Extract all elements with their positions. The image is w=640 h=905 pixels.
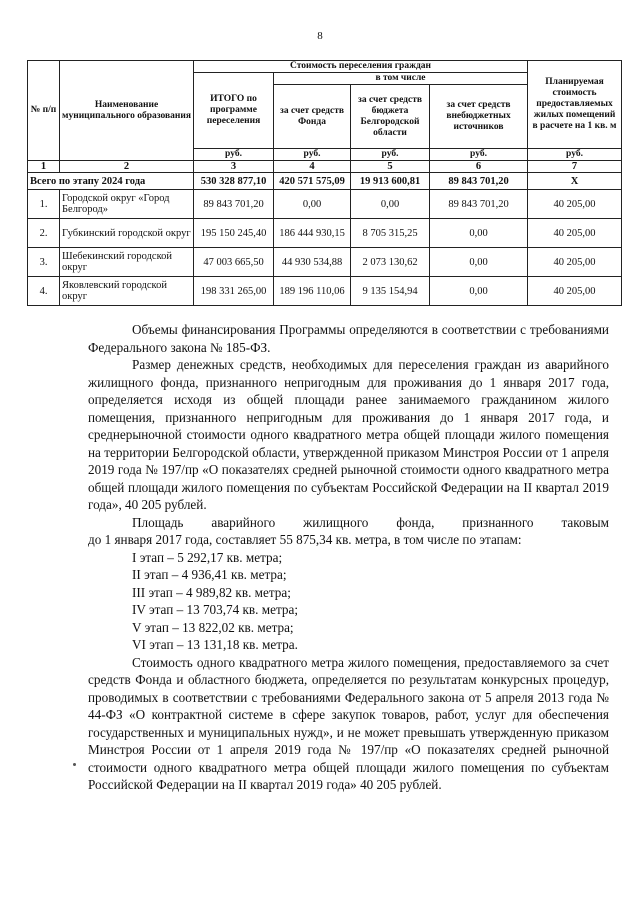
- row-fund: 189 196 110,06: [274, 277, 351, 306]
- header-num: № п/п: [28, 61, 60, 161]
- total-row-total: 530 328 877,10: [194, 173, 274, 190]
- stage-item: III этап – 4 989,82 кв. метра;: [132, 584, 291, 600]
- total-row: [28, 173, 622, 190]
- row-extra: 0,00: [430, 248, 528, 277]
- row-extra: 0,00: [430, 277, 528, 306]
- stage-item: IV этап – 13 703,74 кв. метра;: [132, 602, 298, 617]
- row-name: Городской округ «Город Белгород»: [60, 190, 194, 219]
- row-total: 89 843 701,20: [194, 190, 274, 219]
- header-including: в том числе: [274, 73, 528, 85]
- header-regional: за счет средств бюджета Белгородской области: [351, 85, 430, 149]
- table-row: [28, 277, 622, 306]
- col-number: 4: [274, 161, 351, 173]
- row-name: Губкинский городской округ: [60, 219, 194, 248]
- row-total: 47 003 665,50: [194, 248, 274, 277]
- row-regional: 2 073 130,62: [351, 248, 430, 277]
- row-regional: 9 135 154,94: [351, 277, 430, 306]
- row-planned: 40 205,00: [528, 190, 622, 219]
- row-regional: 0,00: [351, 190, 430, 219]
- row-planned: 40 205,00: [528, 219, 622, 248]
- row-extra: 89 843 701,20: [430, 190, 528, 219]
- row-planned: 40 205,00: [528, 277, 622, 306]
- col-number: 2: [60, 161, 194, 173]
- header-total: ИТОГО по программе переселения: [194, 73, 274, 149]
- col-number: 3: [194, 161, 274, 173]
- header-name: Наименование муниципального образования: [60, 61, 194, 161]
- row-name: Шебекинский городской округ: [60, 248, 194, 277]
- paragraph-area-intro: Площадь аварийного жилищного фонда, признанного таковым: [132, 514, 609, 530]
- unit-extra: руб.: [430, 149, 528, 161]
- page-number: 8: [317, 30, 323, 42]
- stage-item: II этап – 4 936,41 кв. метра;: [132, 567, 287, 582]
- stage-item: V этап – 13 822,02 кв. метра;: [132, 619, 294, 635]
- header-extra: за счет средств внебюджетных источников: [430, 85, 528, 149]
- header-planned: Планируемая стоимость предоставляемых жилых помещений в расчете на 1 кв. м: [528, 61, 622, 149]
- unit-fund: руб.: [274, 149, 351, 161]
- col-number: 1: [28, 161, 60, 173]
- header-fund: за счет средств Фонда: [274, 85, 351, 149]
- table-row: [28, 190, 622, 219]
- row-num: 4.: [28, 277, 60, 306]
- row-total: 195 150 245,40: [194, 219, 274, 248]
- stage-item: I этап – 5 292,17 кв. метра;: [132, 549, 283, 565]
- row-name: Яковлевский городской округ: [60, 277, 194, 306]
- row-total: 198 331 265,00: [194, 277, 274, 306]
- paragraph-financing: Объемы финансирования Программы определяются в соответствии с требованиями Федерального закона № 185-ФЗ.: [88, 322, 609, 355]
- scan-speck: [73, 763, 76, 766]
- total-row-label: Всего по этапу 2024 года: [28, 173, 194, 190]
- row-regional: 8 705 315,25: [351, 219, 430, 248]
- row-num: 2.: [28, 219, 60, 248]
- stage-item: VI этап – 13 131,18 кв. метра.: [132, 637, 298, 652]
- row-fund: 186 444 930,15: [274, 219, 351, 248]
- unit-regional: руб.: [351, 149, 430, 161]
- paragraph-area-total: до 1 января 2017 года, составляет 55 875,34 кв. метра, в том числе по этапам:: [88, 532, 522, 547]
- row-fund: 44 930 534,88: [274, 248, 351, 277]
- header-cost-group: Стоимость переселения граждан: [194, 61, 528, 73]
- col-number: 7: [528, 161, 622, 173]
- total-row-extra: 89 843 701,20: [430, 173, 528, 190]
- paragraph-price-per-meter: Стоимость одного квадратного метра жилого помещения, предоставляемого за счет средств Фонда и областного бюджета, определяется по результатам конкурсных процедур, проводимых в соответствии с требованиями Федерального закона от 5 апреля 2013 года № 44-ФЗ «О контрактной системе в сфере закупок товаров, работ, услуг для обеспечения государственных и муниципальных нужд», и не может превышать утвержденную приказом Минстроя России от 1 апреля 2019 года № 197/пр «О показателях средней рыночной стоимости одного квадратного метра общей площади жилого помещения по субъектам Российской Федерации на II квартал 2019 года» 40 205 рублей.: [88, 654, 609, 792]
- row-planned: 40 205,00: [528, 248, 622, 277]
- paragraph-funds-size: Размер денежных средств, необходимых для переселения граждан из аварийного жилищного фонда, признанного непригодным для проживания до 1 января 2017 года, определяется исходя из общей площади ранее занимаемого гражданином жилого помещения, признанного непригодным для проживания до 1 января 2017 года, и среднерыночной стоимости одного квадратного метра общей площади жилого помещения на территории Белгородской области, утвержденной приказом Минстроя России от 1 апреля 2019 года № 197/пр «О показателях средней рыночной стоимости одного квадратного метра общей площади жилого помещения по субъектам Российской Федерации на II квартал 2019 года», 40 205 рублей.: [88, 357, 609, 512]
- table-row: [28, 219, 622, 248]
- table-row: [28, 248, 622, 277]
- stages-list: [88, 549, 609, 654]
- total-row-fund: 420 571 575,09: [274, 173, 351, 190]
- row-num: 3.: [28, 248, 60, 277]
- body-text: [88, 321, 609, 794]
- row-extra: 0,00: [430, 219, 528, 248]
- resettlement-cost-table: [27, 60, 622, 306]
- col-number: 5: [351, 161, 430, 173]
- unit-planned: руб.: [528, 149, 622, 161]
- total-row-regional: 19 913 600,81: [351, 173, 430, 190]
- row-fund: 0,00: [274, 190, 351, 219]
- unit-total: руб.: [194, 149, 274, 161]
- col-number: 6: [430, 161, 528, 173]
- total-row-planned: Х: [528, 173, 622, 190]
- row-num: 1.: [28, 190, 60, 219]
